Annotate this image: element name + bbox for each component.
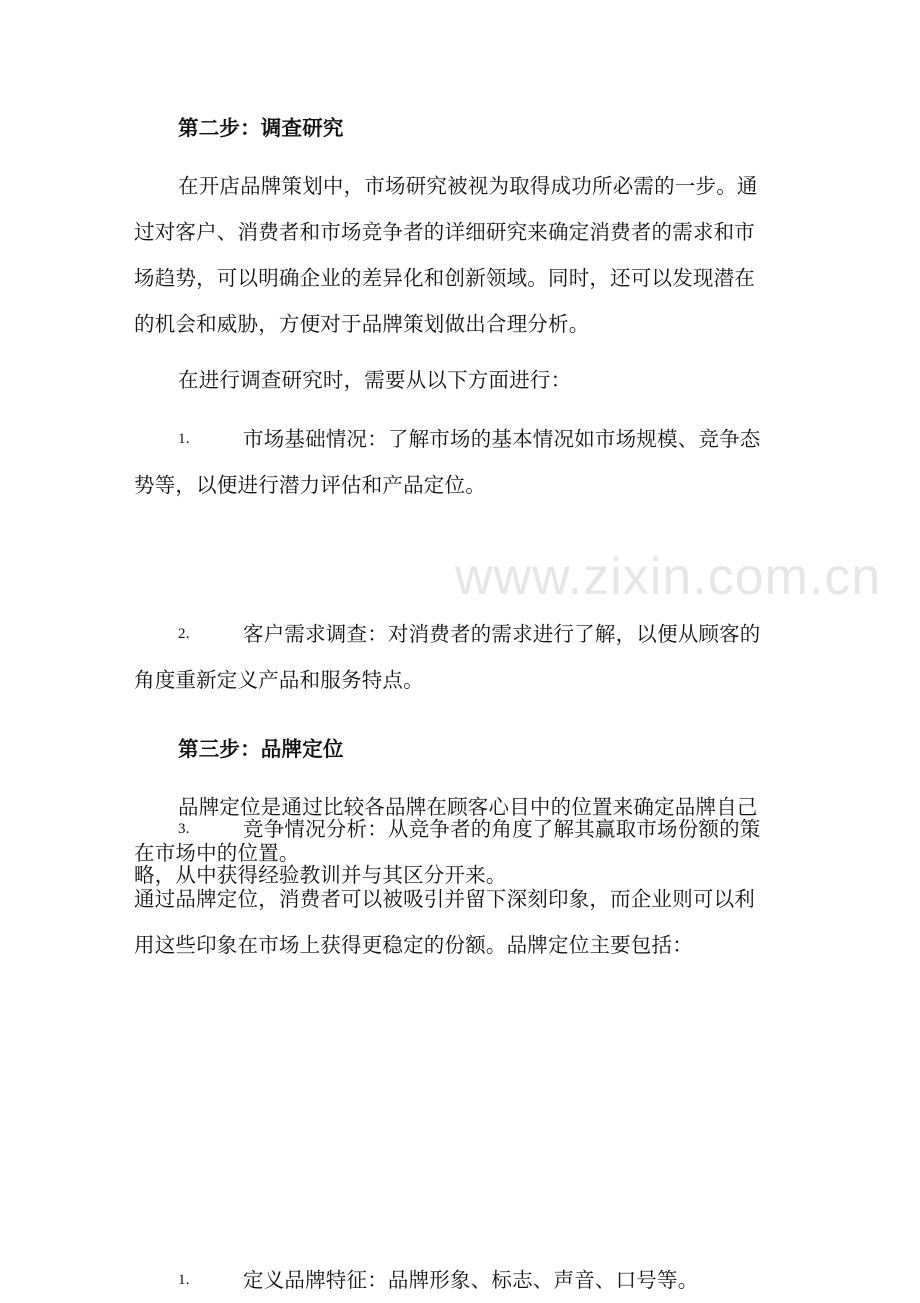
paragraph-line: 过对客户、消费者和市场竞争者的详细研究来确定消费者的需求和市: [134, 220, 755, 244]
list-item-text: 竞争情况分析：从竞争者的角度了解其赢取市场份额的策: [243, 817, 761, 841]
section-heading-step2: 第二步：调查研究: [178, 116, 344, 140]
list-number: 3.: [178, 821, 190, 837]
paragraph-line: 在开店品牌策划中，市场研究被视为取得成功所必需的一步。通: [178, 174, 758, 198]
paragraph-line: 通过品牌定位，消费者可以被吸引并留下深刻印象，而企业则可以利: [134, 887, 755, 911]
paragraph-positioning-intro: [134, 784, 774, 876]
paragraph-line: 品牌定位是通过比较各品牌在顾客心目中的位置来确定品牌自己: [178, 795, 758, 819]
list-item: [134, 416, 774, 508]
section-heading-step3: 第三步：品牌定位: [178, 737, 344, 761]
paragraph-positioning-detail: [134, 876, 774, 968]
list-item: [134, 611, 774, 703]
paragraph-line: 场趋势，可以明确企业的差异化和创新领域。同时，还可以发现潜在: [134, 266, 755, 290]
list-item-text: 角度重新定义产品和服务特点。: [134, 668, 424, 692]
paragraph-line: 的机会和威胁，方便对于品牌策划做出合理分析。: [134, 312, 590, 336]
paragraph-research-intro: [134, 163, 774, 347]
list-number: 1.: [178, 431, 190, 447]
list-item-text: 定义品牌特征：品牌形象、标志、声音、口号等。: [243, 1268, 699, 1292]
list-item-text: 市场基础情况：了解市场的基本情况如市场规模、竞争态: [243, 427, 761, 451]
list-item-text: 势等，以便进行潜力评估和产品定位。: [134, 473, 486, 497]
watermark-text: www.zixin.com.cn: [455, 548, 882, 606]
list-number: 1.: [178, 1272, 190, 1288]
list-item-text: 略，从中获得经验教训并与其区分开来。: [134, 863, 507, 887]
paragraph-line: 用这些印象在市场上获得更稳定的份额。品牌定位主要包括：: [134, 933, 693, 957]
paragraph-research-aspects: 在进行调查研究时，需要从以下方面进行：: [178, 368, 572, 392]
list-item-text: 客户需求调查：对消费者的需求进行了解，以便从顾客的: [243, 622, 761, 646]
list-item: [134, 1257, 774, 1303]
list-number: 2.: [178, 626, 190, 642]
paragraph-line: 在市场中的位置。: [134, 841, 300, 865]
